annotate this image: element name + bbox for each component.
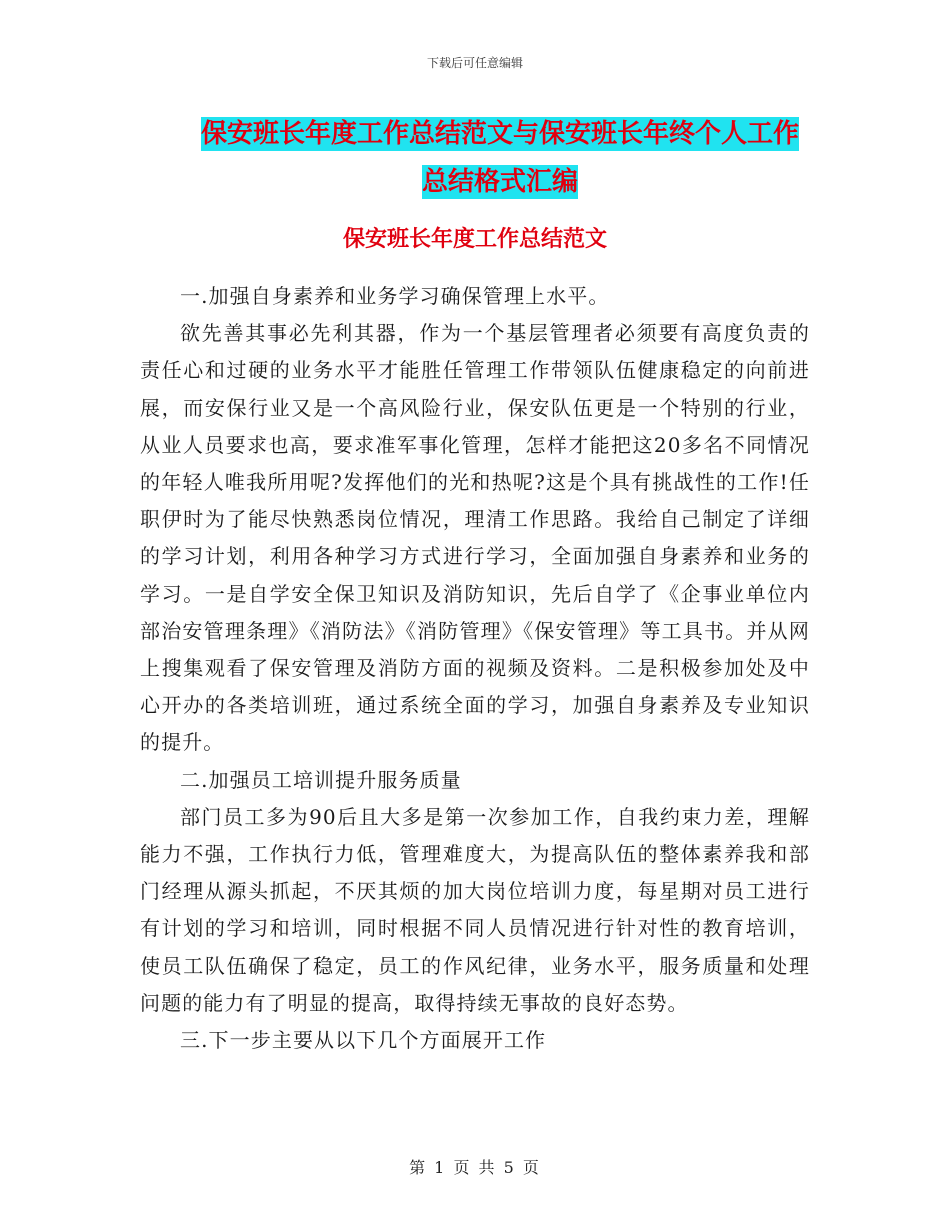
paragraph: 欲先善其事必先利其器，作为一个基层管理者必须要有高度负责的责任心和过硬的业务水平才能胜任管理工作带领队伍健康稳定的向前进展，而安保行业又是一个高风险行业，保安队伍更是一个特别的行业，从业人员要求也高，要求准军事化管理，怎样才能把这20多名不同情况的年轻人唯我所用呢?发挥他们的光和热呢?这是个具有挑战性的工作!任职伊时为了能尽快熟悉岗位情况，理清工作思路。我给自己制定了详细的学习计划，利用各种学习方式进行学习，全面加强自身素养和业务的学习。一是自学安全保卫知识及消防知识，先后自学了《企事业单位内部治安管理条理》《消防法》《消防管理》《保安管理》等工具书。并从网上搜集观看了保安管理及消防方面的视频及资料。二是积极参加处及中心开办的各类培训班，通过系统全面的学习，加强自身素养及专业知识的提升。	[140, 321, 810, 755]
paragraph: 部门员工多为90后且大多是第一次参加工作，自我约束力差，理解能力不强，工作执行力低，管理难度大，为提高队伍的整体素养我和部门经理从源头抓起，不厌其烦的加大岗位培训力度，每星期对员工进行有计划的学习和培训，同时根据不同人员情况进行针对性的教育培训，使员工队伍确保了稳定，员工的作风纪律，业务水平，服务质量和处理问题的能力有了明显的提高，取得持续无事故的良好态势。	[140, 804, 810, 1015]
title-line-1: 保安班长年度工作总结范文与保安班长年终个人工作	[200, 119, 799, 149]
heading-item-2: 二.加强员工培训提升服务质量	[180, 767, 462, 792]
heading-item-1: 一.加强自身素养和业务学习确保管理上水平。	[180, 284, 610, 308]
section-title: 保安班长年度工作总结范文	[342, 226, 607, 252]
document-body	[140, 278, 810, 1059]
header-note: 下载后可任意编辑	[426, 56, 523, 70]
title-line-2: 总结格式汇编	[421, 167, 578, 197]
page-footer: 第 1 页 共 5 页	[409, 1158, 541, 1177]
heading-item-3: 三.下一步主要从以下几个方面展开工作	[180, 1028, 547, 1053]
document-title	[140, 110, 860, 206]
